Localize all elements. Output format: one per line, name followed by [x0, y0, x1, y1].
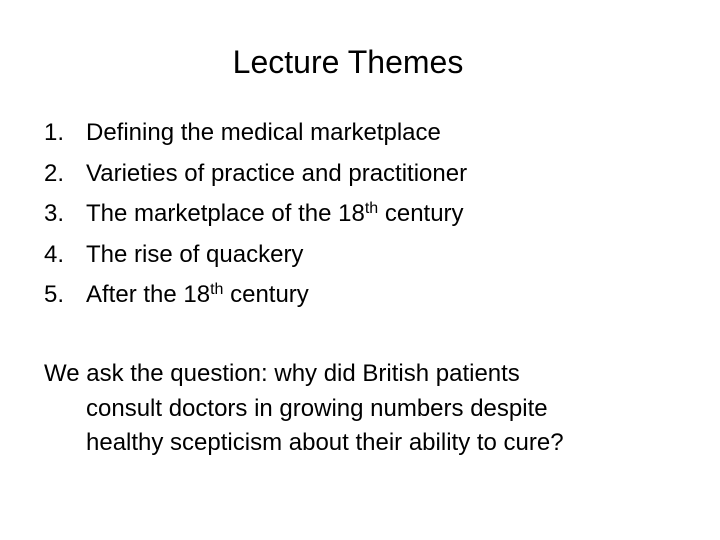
theme-item-3 [44, 194, 467, 235]
ordinal-superscript: th [364, 200, 379, 217]
theme-item-4 [44, 235, 467, 276]
theme-number: 3. [44, 200, 65, 227]
ordinal-superscript: th [210, 281, 224, 298]
theme-text-before: The marketplace of the 18 [86, 200, 365, 227]
theme-number: 1. [44, 119, 65, 146]
theme-item-1 [44, 113, 467, 154]
theme-item-2 [44, 154, 467, 195]
slide-title: Lecture Themes [232, 44, 464, 80]
theme-item-5 [44, 275, 467, 316]
theme-number: 2. [44, 159, 65, 187]
theme-text-after: century [378, 200, 464, 227]
question-line: consult doctors in growing numbers despite [86, 394, 548, 422]
research-question [44, 357, 684, 461]
theme-text: Defining the medical marketplace [86, 119, 441, 146]
question-line: healthy scepticism about their ability to cure? [86, 429, 564, 456]
lecture-themes-list [44, 113, 467, 316]
theme-text: The rise of quackery [86, 240, 304, 268]
question-line: We ask the question: why did British patients [44, 360, 520, 387]
theme-number: 5. [44, 281, 65, 308]
theme-number: 4. [44, 240, 65, 268]
theme-text-before: After the 18 [86, 281, 211, 308]
theme-text-after: century [223, 281, 309, 308]
theme-text: Varieties of practice and practitioner [86, 159, 468, 187]
